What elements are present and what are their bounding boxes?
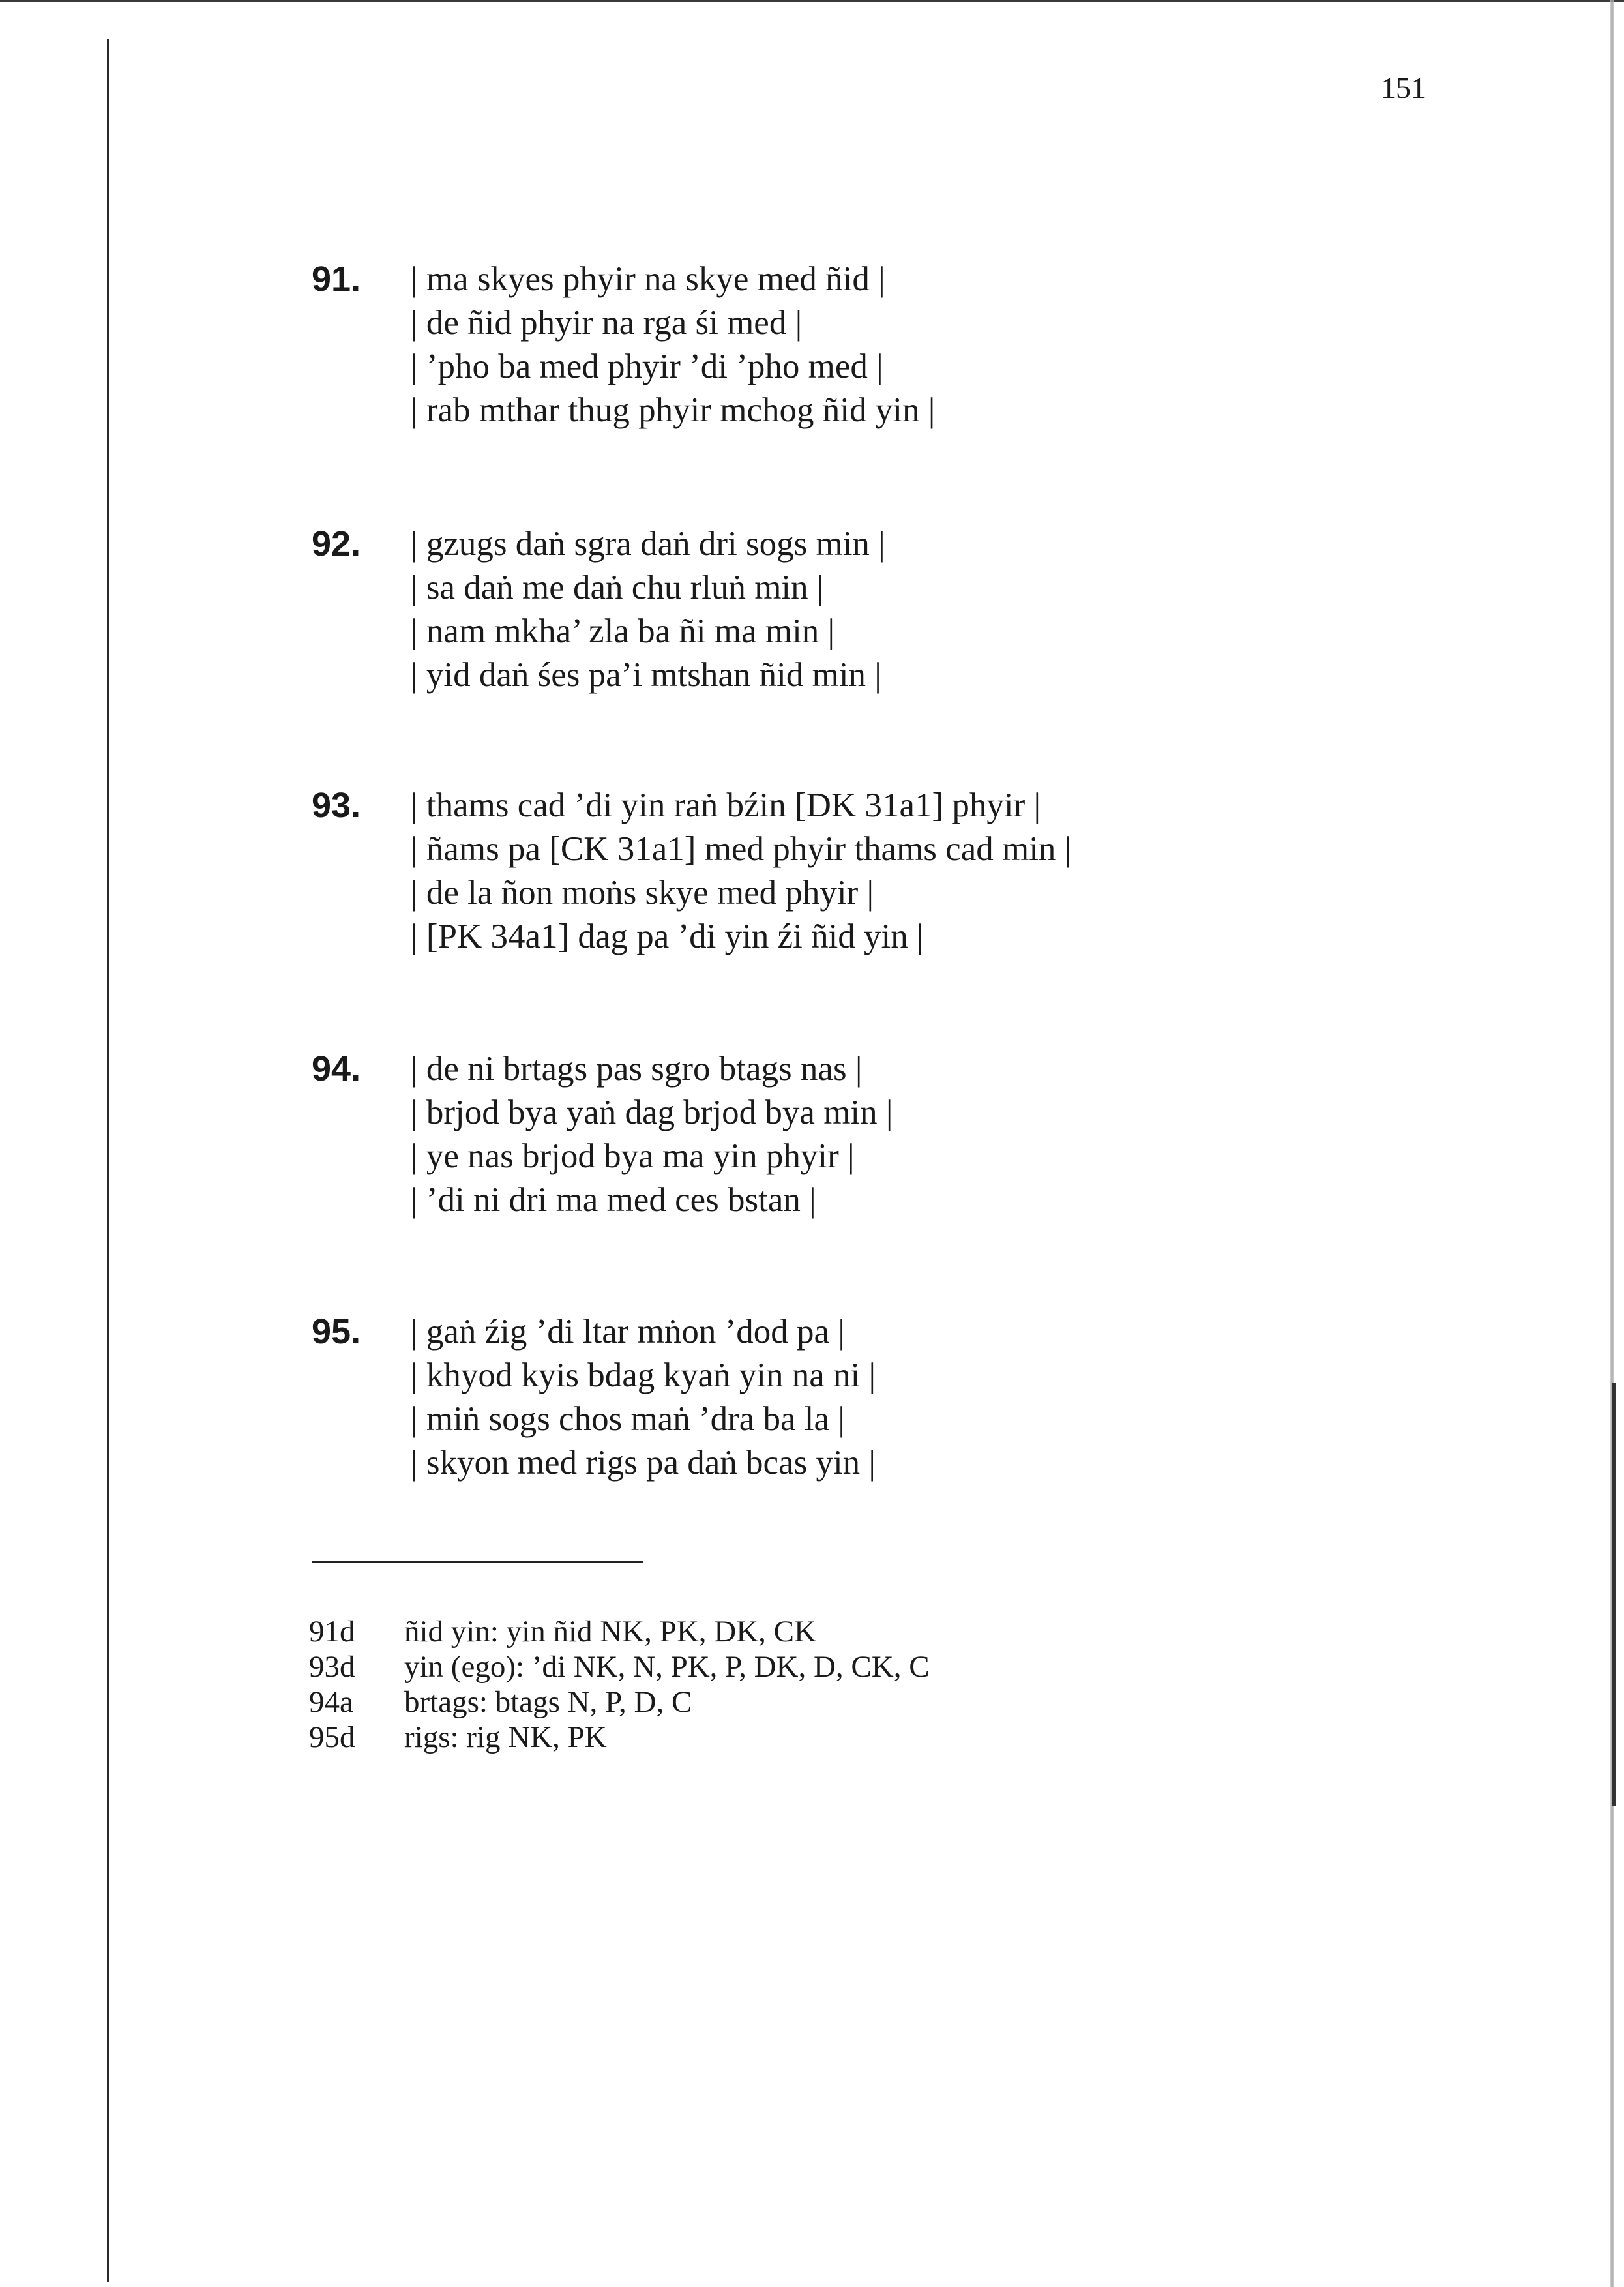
verse-line: | ye nas brjod bya ma yin phyir |	[411, 1137, 855, 1175]
footnote-text: ñid yin: yin ñid NK, PK, DK, CK	[404, 1615, 816, 1649]
footnote	[309, 1720, 930, 1755]
stanza-lines	[411, 522, 885, 697]
stanza-number: 91.	[312, 260, 361, 299]
page-top-edge	[0, 0, 1624, 2]
stanza-lines	[411, 784, 1071, 959]
footnote-ref: 95d	[309, 1720, 355, 1754]
right-edge-shadow	[1612, 1383, 1616, 1806]
verse-line: | gaṅ źig ’di ltar mṅon ’dod pa |	[411, 1313, 845, 1351]
footnote-ref: 93d	[309, 1650, 355, 1684]
verse-line: | ’pho ba med phyir ’di ’pho med |	[411, 348, 883, 385]
verse-line: | yid daṅ śes pa’i mtshan ñid min |	[411, 656, 881, 694]
verse-line: | rab mthar thug phyir mchog ñid yin |	[411, 391, 936, 429]
verse-line: | skyon med rigs pa daṅ bcas yin |	[411, 1444, 876, 1482]
stanza-number: 92.	[312, 524, 361, 563]
verse-line: | gzugs daṅ sgra daṅ dri sogs min |	[411, 525, 885, 563]
stanza-lines	[411, 1047, 893, 1222]
footnote-separator	[312, 1561, 643, 1563]
verse-line: | ma skyes phyir na skye med ñid |	[411, 260, 885, 298]
footnote	[309, 1614, 930, 1649]
verse-line: | de ñid phyir na rga śi med |	[411, 304, 803, 342]
verse-line: | de ni brtags pas sgro btags nas |	[411, 1050, 863, 1088]
verse-line: | nam mkha’ zla ba ñi ma min |	[411, 612, 835, 650]
footnote-ref: 94a	[309, 1685, 353, 1719]
left-margin-rule	[107, 39, 109, 2282]
page-number: 151	[1381, 71, 1426, 104]
footnote	[309, 1649, 930, 1684]
stanza-number: 94.	[312, 1049, 361, 1088]
footnote-ref: 91d	[309, 1615, 355, 1649]
stanza-number: 95.	[312, 1312, 361, 1351]
footnote	[309, 1684, 930, 1720]
stanza-number: 93.	[312, 786, 361, 825]
verse-line: | miṅ sogs chos maṅ ’dra ba la |	[411, 1400, 845, 1438]
footnote-text: yin (ego): ’di NK, N, PK, P, DK, D, CK, C	[404, 1650, 930, 1684]
verse-line: | thams cad ’di yin raṅ bźin [DK 31a1] phyir |	[411, 786, 1041, 824]
verse-line: | ñams pa [CK 31a1] med phyir thams cad min |	[411, 830, 1072, 868]
verse-line: | brjod bya yaṅ dag brjod bya min |	[411, 1094, 893, 1131]
stanza-lines	[411, 258, 935, 432]
footnote-text: brtags: btags N, P, D, C	[404, 1685, 692, 1719]
stanza-lines	[411, 1310, 876, 1485]
verse-line: | ’di ni dri ma med ces bstan |	[411, 1181, 816, 1219]
footnote-text: rigs: rig NK, PK	[404, 1720, 607, 1754]
verse-line: | de la ñon moṅs skye med phyir |	[411, 874, 874, 912]
verse-line: | khyod kyis bdag kyaṅ yin na ni |	[411, 1356, 876, 1394]
verse-line: | sa daṅ me daṅ chu rluṅ min |	[411, 569, 824, 606]
right-page-edge	[1610, 0, 1614, 2287]
footnotes	[309, 1614, 930, 1755]
verse-line: | [PK 34a1] dag pa ’di yin źi ñid yin |	[411, 918, 924, 955]
